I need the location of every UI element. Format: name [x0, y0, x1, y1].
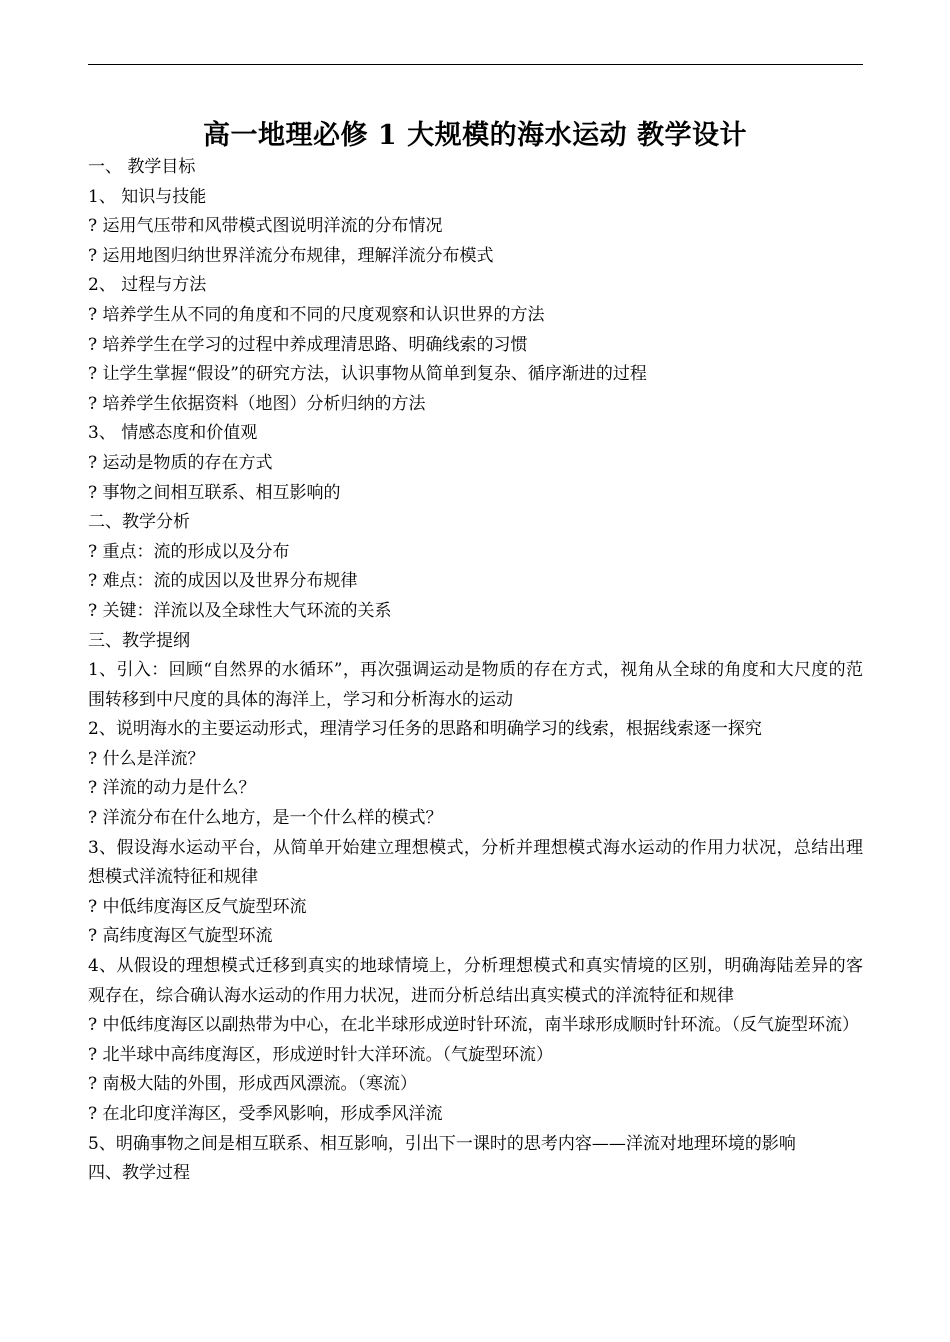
list-item: ? 事物之间相互联系、相互影响的	[88, 482, 341, 503]
list-item: ? 北半球中高纬度海区，形成逆时针大洋环流。（气旋型环流）	[88, 1044, 554, 1065]
section-heading-analysis: 二、教学分析	[88, 512, 190, 533]
outline-item-5: 5、明确事物之间是相互联系、相互影响，引出下一课时的思考内容——洋流对地理环境的影响	[88, 1133, 796, 1154]
subsection-knowledge-skills: 1、 知识与技能	[88, 186, 207, 207]
document-body	[88, 153, 863, 1189]
list-item: ? 中低纬度海区反气旋型环流	[88, 896, 307, 917]
subsection-emotions-values: 3、 情感态度和价值观	[88, 423, 258, 444]
list-item: ? 洋流的动力是什么？	[88, 778, 256, 799]
list-item: ? 关键：洋流以及全球性大气环流的关系	[88, 600, 392, 621]
outline-item-3: 3、假设海水运动平台，从简单开始建立理想模式，分析并理想模式海水运动的作用力状况，总结出理想模式洋流特征和规律	[88, 837, 863, 888]
list-item: ? 培养学生依据资料（地图）分析归纳的方法	[88, 393, 426, 414]
section-heading-outline: 三、教学提纲	[88, 630, 190, 651]
list-item: ? 中低纬度海区以副热带为中心，在北半球形成逆时针环流，南半球形成顺时针环流。（反气旋型环流）	[88, 1015, 860, 1036]
list-item: ? 培养学生从不同的角度和不同的尺度观察和认识世界的方法	[88, 304, 545, 325]
list-item: ? 在北印度洋海区，受季风影响，形成季风洋流	[88, 1104, 443, 1124]
list-item: ? 让学生掌握“假设”的研究方法，认识事物从简单到复杂、循序渐进的过程	[88, 364, 647, 385]
subsection-process-methods: 2、 过程与方法	[88, 275, 207, 296]
list-item: ? 南极大陆的外围，形成西风漂流。（寒流）	[88, 1074, 418, 1095]
section-heading-objectives: 一、 教学目标	[88, 157, 196, 177]
list-item: ? 洋流分布在什么地方，是一个什么样的模式？	[88, 808, 443, 829]
list-item: ? 重点：流的形成以及分布	[88, 541, 290, 562]
document-title: 高一地理必修 1 大规模的海水运动 教学设计	[203, 120, 747, 151]
list-item: ? 运用地图归纳世界洋流分布规律，理解洋流分布模式	[88, 245, 494, 266]
outline-item-4: 4、从假设的理想模式迁移到真实的地球情境上，分析理想模式和真实情境的区别，明确海陆差异的客观存在，综合确认海水运动的作用力状况，进而分析总结出真实模式的洋流特征和规律	[88, 956, 863, 1006]
list-item: ? 高纬度海区气旋型环流	[88, 926, 273, 947]
list-item: ? 什么是洋流？	[88, 748, 205, 769]
outline-item-1: 1、引入：回顾“自然界的水循环”，再次强调运动是物质的存在方式，视角从全球的角度和大尺度的范围转移到中尺度的具体的海洋上，学习和分析海水的运动	[88, 660, 863, 710]
list-item: ? 培养学生在学习的过程中养成理清思路、明确线索的习惯	[88, 334, 528, 355]
header-rule	[88, 64, 863, 65]
section-heading-process: 四、教学过程	[88, 1163, 190, 1184]
list-item: ? 运动是物质的存在方式	[88, 452, 273, 473]
list-item: ? 运用气压带和风带模式图说明洋流的分布情况	[88, 216, 443, 237]
list-item: ? 难点：流的成因以及世界分布规律	[88, 571, 358, 592]
outline-item-2: 2、说明海水的主要运动形式，理清学习任务的思路和明确学习的线索，根据线索逐一探究	[88, 719, 762, 740]
